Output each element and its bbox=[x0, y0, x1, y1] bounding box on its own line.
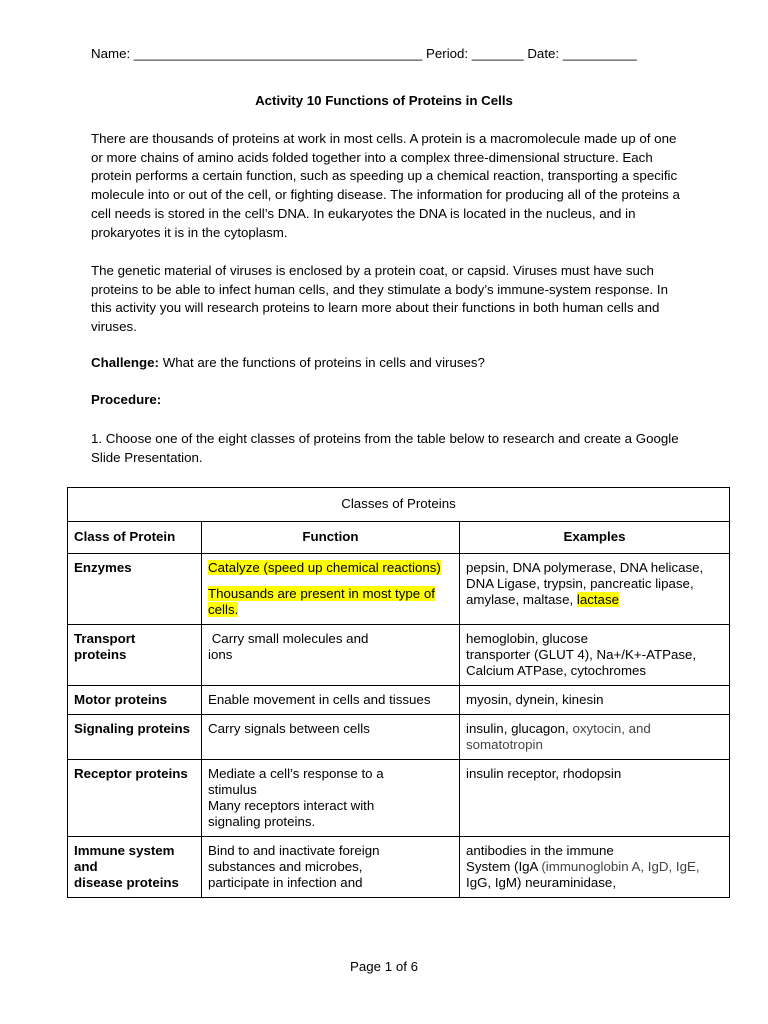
class-text: Immune system bbox=[74, 843, 175, 858]
examples-text: insulin, glucagon, bbox=[466, 721, 573, 736]
highlighted-function-text: Catalyze (speed up chemical reactions) bbox=[208, 560, 441, 575]
table-row bbox=[68, 625, 730, 686]
class-cell: Signaling proteins bbox=[68, 715, 202, 760]
function-cell: Enable movement in cells and tissues bbox=[202, 686, 460, 715]
function-text: Mediate a cell’s response to a bbox=[208, 766, 384, 781]
table-caption: Classes of Proteins bbox=[68, 488, 730, 522]
name-label: Name: bbox=[91, 46, 131, 61]
examples-cell bbox=[460, 715, 730, 760]
function-text: Carry small molecules and bbox=[208, 631, 369, 646]
table-header-row bbox=[68, 522, 730, 554]
table-row bbox=[68, 760, 730, 837]
table-row bbox=[68, 554, 730, 625]
function-text: signaling proteins. bbox=[208, 814, 316, 829]
intro-paragraph: There are thousands of proteins at work in most cells. A protein is a macromolecule made up of one or more chains of amino acids folded together into a complex three-dimensional structure. Each protein performs a certain function, such as speeding up a chemical reaction, transporting a specific molecule into or out of the cell, or fighting disease. The information for producing all of the proteins a cell needs is stored in the cell’s DNA. In eukaryotes the DNA is located in the nucleus, and in prokaryotes it is in the cytoplasm. bbox=[91, 131, 680, 240]
examples-cell: insulin receptor, rhodopsin bbox=[460, 760, 730, 837]
challenge-label: Challenge: bbox=[91, 355, 159, 370]
header-function: Function bbox=[202, 522, 460, 554]
page-number: Page 1 of 6 bbox=[349, 959, 419, 974]
function-text: participate in infection and bbox=[208, 875, 363, 890]
examples-text: transporter (GLUT 4), Na+/K+-ATPase, bbox=[466, 647, 697, 662]
name-blank: _______________________________________ bbox=[133, 46, 423, 61]
examples-cell bbox=[460, 625, 730, 686]
class-cell: Motor proteins bbox=[68, 686, 202, 715]
function-cell bbox=[202, 625, 460, 686]
student-info-line bbox=[91, 46, 637, 61]
examples-text: pepsin, DNA polymerase, DNA helicase, DNA Ligase, trypsin, pancreatic lipase, amylase, maltase, bbox=[466, 560, 704, 607]
class-text: proteins bbox=[74, 647, 127, 662]
examples-text: hemoglobin, glucose bbox=[466, 631, 588, 646]
examples-text: System (IgA bbox=[466, 859, 542, 874]
date-label: Date: bbox=[527, 46, 560, 61]
examples-text: oxytocin, and bbox=[572, 721, 651, 736]
protein-classes-table bbox=[67, 487, 730, 898]
highlighted-example: lactase bbox=[576, 592, 619, 607]
class-text: and bbox=[74, 859, 98, 874]
header-examples: Examples bbox=[460, 522, 730, 554]
function-text: ions bbox=[208, 647, 233, 662]
challenge-line bbox=[91, 355, 485, 370]
table-row bbox=[68, 715, 730, 760]
examples-cell bbox=[460, 837, 730, 898]
examples-cell bbox=[460, 554, 730, 625]
function-cell bbox=[202, 760, 460, 837]
class-cell: Enzymes bbox=[68, 554, 202, 625]
date-blank: __________ bbox=[562, 46, 637, 61]
table-caption-row bbox=[68, 488, 730, 522]
period-label: Period: bbox=[426, 46, 469, 61]
period-blank: _______ bbox=[471, 46, 524, 61]
header-class: Class of Protein bbox=[68, 522, 202, 554]
function-text: Bind to and inactivate foreign bbox=[208, 843, 380, 858]
class-cell bbox=[68, 837, 202, 898]
class-cell bbox=[68, 625, 202, 686]
procedure-step-1: 1. Choose one of the eight classes of proteins from the table below to research and create a Google Slide Presentation. bbox=[91, 431, 679, 465]
highlighted-function-note: Thousands are present in most type of cells. bbox=[208, 586, 435, 617]
class-text: Transport bbox=[74, 631, 136, 646]
function-cell: Carry signals between cells bbox=[202, 715, 460, 760]
examples-text: antibodies in the immune bbox=[466, 843, 614, 858]
function-cell bbox=[202, 554, 460, 625]
examples-text: somatotropin bbox=[466, 737, 543, 752]
function-text: stimulus bbox=[208, 782, 257, 797]
table-row bbox=[68, 837, 730, 898]
examples-text: (immunoglobin A, IgD, IgE, bbox=[541, 859, 700, 874]
procedure-heading: Procedure: bbox=[91, 392, 162, 407]
page-title: Activity 10 Functions of Proteins in Cells bbox=[255, 93, 513, 108]
function-text: substances and microbes, bbox=[208, 859, 363, 874]
function-cell bbox=[202, 837, 460, 898]
examples-cell: myosin, dynein, kinesin bbox=[460, 686, 730, 715]
challenge-text: What are the functions of proteins in cells and viruses? bbox=[162, 355, 485, 370]
function-text: Many receptors interact with bbox=[208, 798, 375, 813]
virus-paragraph: The genetic material of viruses is enclosed by a protein coat, or capsid. Viruses must have such proteins to be able to infect human cells, and they stimulate a body’s immune-system response. In this activity you will research proteins to learn more about their functions in both human cells and viruses. bbox=[91, 263, 668, 335]
class-cell: Receptor proteins bbox=[68, 760, 202, 837]
table-row bbox=[68, 686, 730, 715]
examples-text: Calcium ATPase, cytochromes bbox=[466, 663, 647, 678]
class-text: disease proteins bbox=[74, 875, 179, 890]
examples-text: IgG, IgM) neuraminidase, bbox=[466, 875, 617, 890]
